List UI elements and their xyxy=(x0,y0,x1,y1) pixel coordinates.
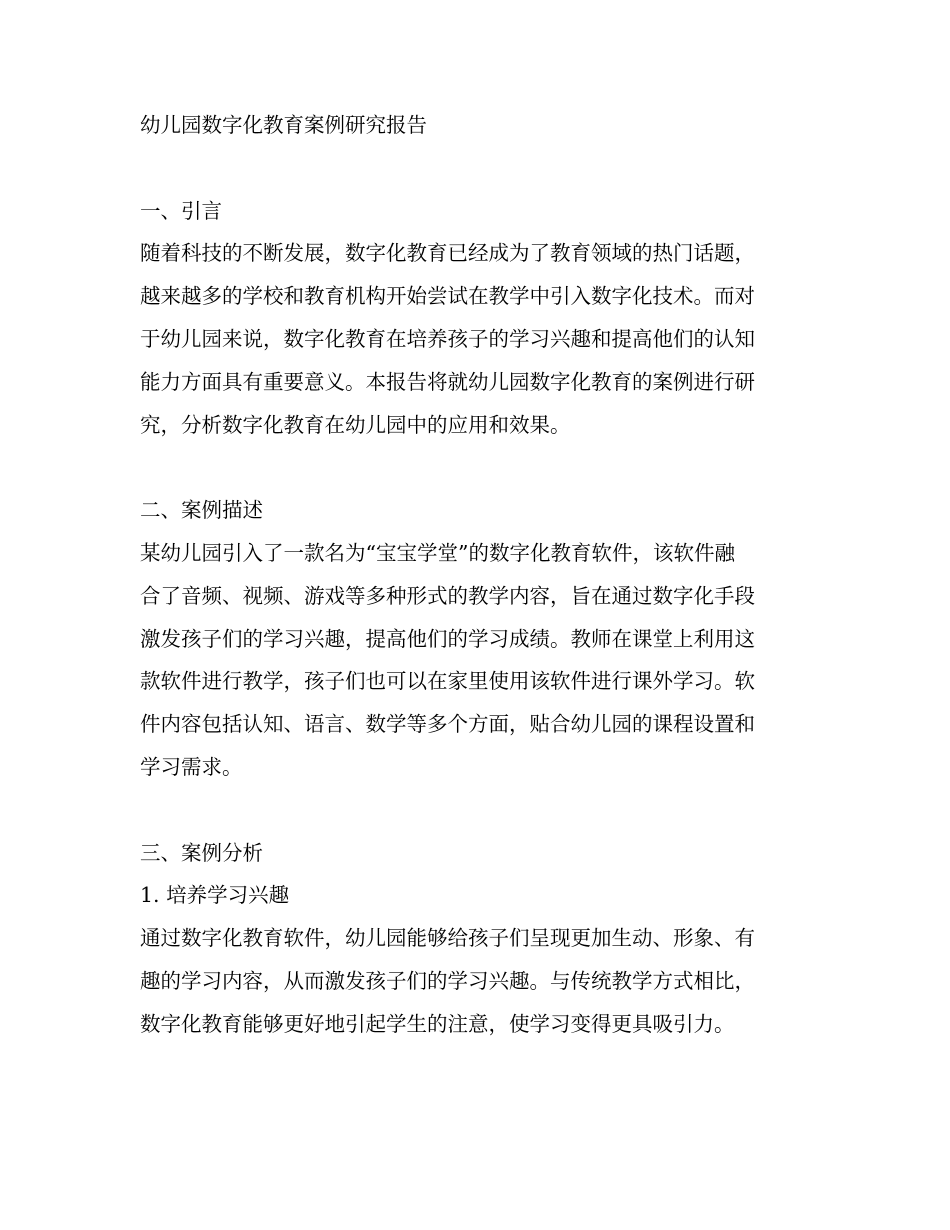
paragraph-line: 趣的学习内容，从而激发孩子们的学习兴趣。与传统教学方式相比， xyxy=(140,968,755,993)
paragraph-line: 学习需求。 xyxy=(140,754,243,779)
paragraph-line: 究，分析数字化教育在幼儿园中的应用和效果。 xyxy=(140,412,571,437)
paragraph-line: 随着科技的不断发展，数字化教育已经成为了教育领域的热门话题， xyxy=(140,241,755,266)
paragraph-line: 越来越多的学校和教育机构开始尝试在教学中引入数字化技术。而对 xyxy=(140,284,755,309)
paragraph-line: 件内容包括认知、语言、数学等多个方面，贴合幼儿园的课程设置和 xyxy=(140,712,755,737)
spacer xyxy=(140,446,800,489)
paragraph-line: 激发孩子们的学习兴趣，提高他们的学习成绩。教师在课堂上利用这 xyxy=(140,626,755,651)
section-heading-case-description: 二、案例描述 xyxy=(140,498,263,523)
paragraph-line: 数字化教育能够更好地引起学生的注意，使学习变得更具吸引力。 xyxy=(140,1011,735,1036)
page-title: 幼儿园数字化教育案例研究报告 xyxy=(140,113,427,137)
paragraph-line: 合了音频、视频、游戏等多种形式的教学内容，旨在通过数字化手段 xyxy=(140,583,755,608)
subsection-heading: 1. 培养学习兴趣 xyxy=(140,883,290,908)
section-heading-case-analysis: 三、案例分析 xyxy=(140,840,263,865)
paragraph-line: 某幼儿园引入了一款名为“宝宝学堂”的数字化教育软件，该软件融 xyxy=(140,540,735,565)
paragraph-line: 款软件进行教学，孩子们也可以在家里使用该软件进行课外学习。软 xyxy=(140,669,755,694)
section-heading-introduction: 一、引言 xyxy=(140,198,222,223)
paragraph-line: 通过数字化教育软件，幼儿园能够给孩子们呈现更加生动、形象、有 xyxy=(140,926,755,951)
document-body xyxy=(140,104,800,1046)
paragraph-line: 能力方面具有重要意义。本报告将就幼儿园数字化教育的案例进行研 xyxy=(140,369,755,394)
paragraph-line: 于幼儿园来说，数字化教育在培养孩子的学习兴趣和提高他们的认知 xyxy=(140,326,755,351)
spacer xyxy=(140,789,800,832)
spacer xyxy=(140,147,800,190)
